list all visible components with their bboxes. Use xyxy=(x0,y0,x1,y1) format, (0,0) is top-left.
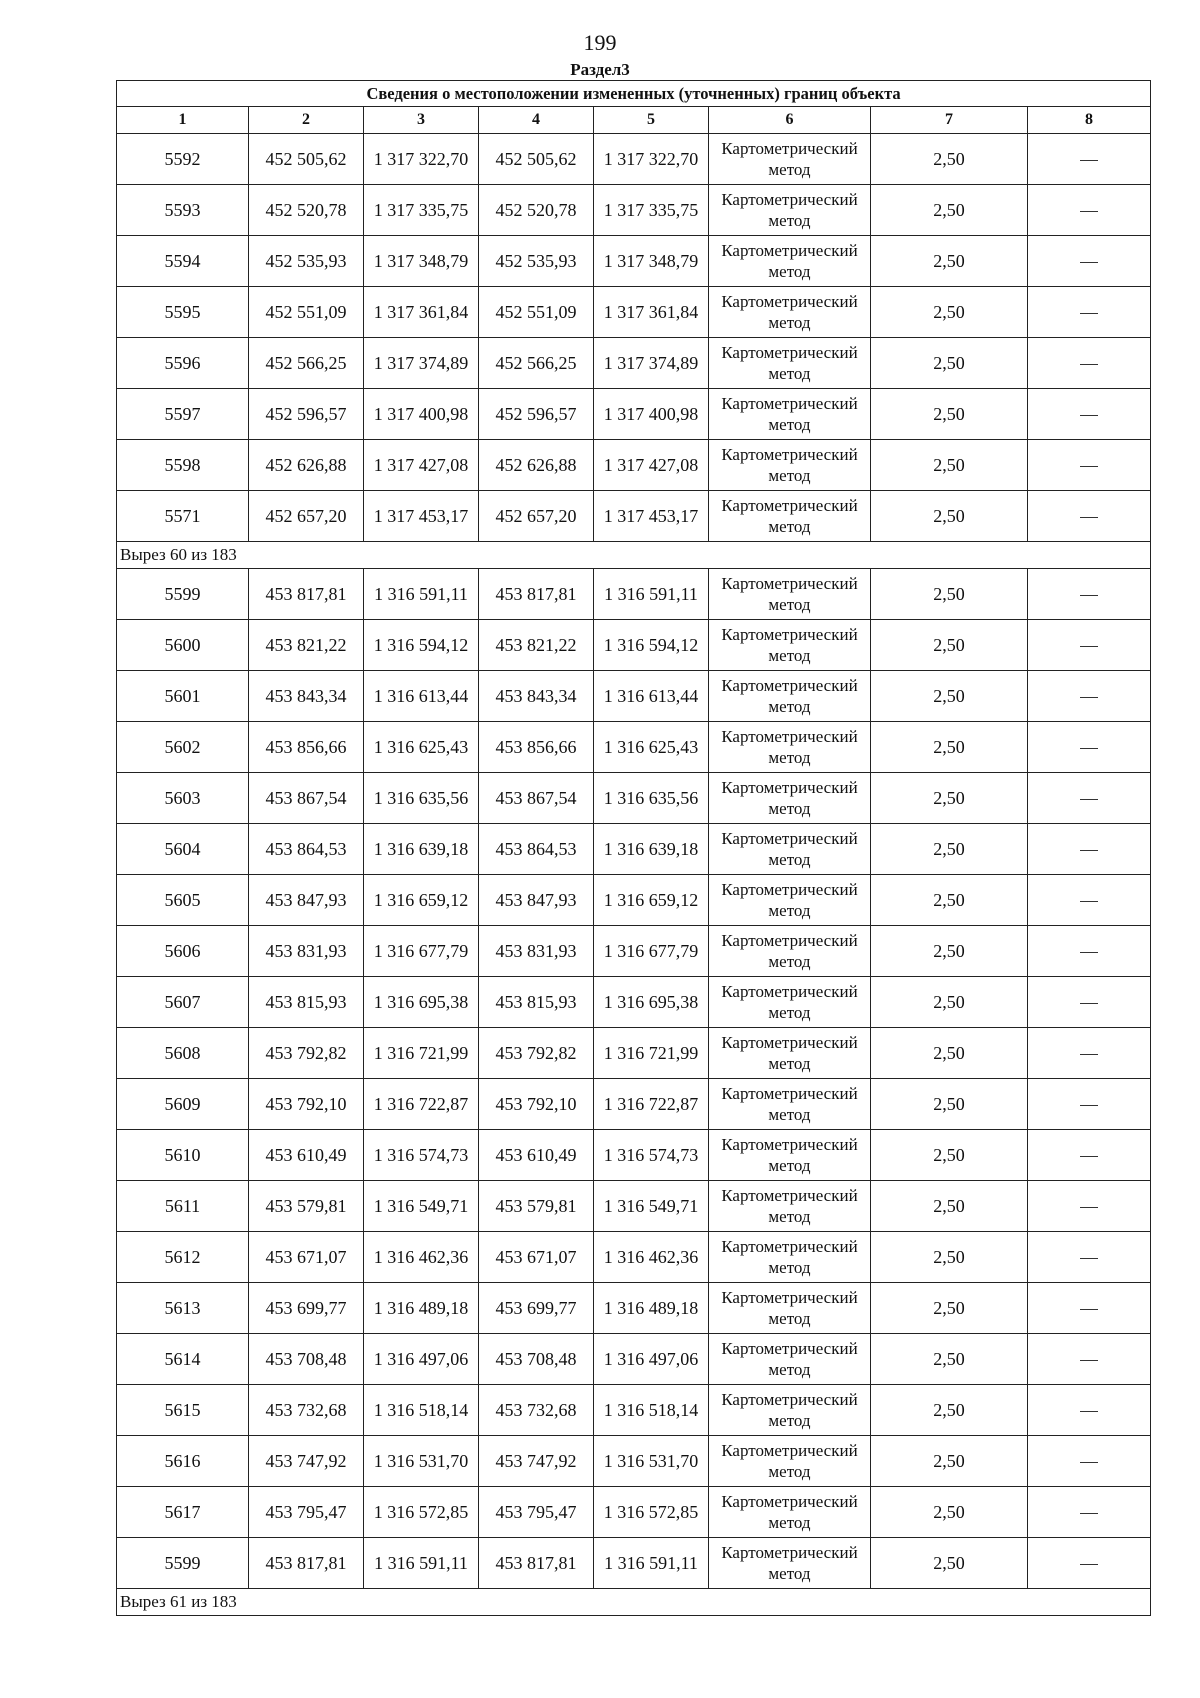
dash-mark xyxy=(1080,1207,1098,1208)
existing-y-cell: 1 316 591,11 xyxy=(364,1538,479,1589)
accuracy-cell: 2,50 xyxy=(871,389,1028,440)
boundary-coordinates-table xyxy=(116,80,1151,1616)
table-row xyxy=(117,287,1151,338)
table-row xyxy=(117,824,1151,875)
method-cell: Картометрический метод xyxy=(709,926,871,977)
dash-mark xyxy=(1080,313,1098,314)
table-row xyxy=(117,1232,1151,1283)
table-row xyxy=(117,1130,1151,1181)
note-dash xyxy=(1028,926,1151,977)
existing-x-cell: 453 867,54 xyxy=(249,773,364,824)
method-cell: Картометрический метод xyxy=(709,1283,871,1334)
refined-x-cell: 453 867,54 xyxy=(479,773,594,824)
existing-y-cell: 1 316 659,12 xyxy=(364,875,479,926)
cutout-label: Вырез 60 из 183 xyxy=(117,542,1151,569)
table-row xyxy=(117,1283,1151,1334)
refined-x-cell: 453 843,34 xyxy=(479,671,594,722)
existing-x-cell: 452 657,20 xyxy=(249,491,364,542)
existing-x-cell: 453 671,07 xyxy=(249,1232,364,1283)
refined-y-cell: 1 316 572,85 xyxy=(594,1487,709,1538)
existing-x-cell: 453 831,93 xyxy=(249,926,364,977)
existing-y-cell: 1 316 639,18 xyxy=(364,824,479,875)
method-cell: Картометрический метод xyxy=(709,824,871,875)
note-dash xyxy=(1028,1538,1151,1589)
column-number: 8 xyxy=(1028,107,1151,134)
table-row xyxy=(117,1079,1151,1130)
refined-y-cell: 1 317 453,17 xyxy=(594,491,709,542)
dash-mark xyxy=(1080,646,1098,647)
table-row xyxy=(117,1181,1151,1232)
existing-x-cell: 452 520,78 xyxy=(249,185,364,236)
refined-x-cell: 452 505,62 xyxy=(479,134,594,185)
existing-x-cell: 453 579,81 xyxy=(249,1181,364,1232)
refined-x-cell: 452 566,25 xyxy=(479,338,594,389)
refined-y-cell: 1 316 722,87 xyxy=(594,1079,709,1130)
dash-mark xyxy=(1080,517,1098,518)
table-body xyxy=(117,134,1151,1616)
column-number-row xyxy=(117,107,1151,134)
method-cell: Картометрический метод xyxy=(709,875,871,926)
refined-y-cell: 1 317 348,79 xyxy=(594,236,709,287)
existing-x-cell: 453 843,34 xyxy=(249,671,364,722)
note-dash xyxy=(1028,1283,1151,1334)
note-dash xyxy=(1028,1130,1151,1181)
method-cell: Картометрический метод xyxy=(709,389,871,440)
column-number: 1 xyxy=(117,107,249,134)
existing-y-cell: 1 316 613,44 xyxy=(364,671,479,722)
method-cell: Картометрический метод xyxy=(709,773,871,824)
point-number-cell: 5597 xyxy=(117,389,249,440)
existing-y-cell: 1 317 453,17 xyxy=(364,491,479,542)
existing-x-cell: 453 747,92 xyxy=(249,1436,364,1487)
existing-x-cell: 453 815,93 xyxy=(249,977,364,1028)
existing-x-cell: 452 596,57 xyxy=(249,389,364,440)
existing-y-cell: 1 317 348,79 xyxy=(364,236,479,287)
refined-x-cell: 453 817,81 xyxy=(479,1538,594,1589)
existing-y-cell: 1 316 497,06 xyxy=(364,1334,479,1385)
existing-x-cell: 452 535,93 xyxy=(249,236,364,287)
existing-x-cell: 452 505,62 xyxy=(249,134,364,185)
existing-y-cell: 1 316 721,99 xyxy=(364,1028,479,1079)
table-row xyxy=(117,491,1151,542)
point-number-cell: 5602 xyxy=(117,722,249,773)
table-row xyxy=(117,1334,1151,1385)
point-number-cell: 5592 xyxy=(117,134,249,185)
point-number-cell: 5613 xyxy=(117,1283,249,1334)
accuracy-cell: 2,50 xyxy=(871,185,1028,236)
accuracy-cell: 2,50 xyxy=(871,338,1028,389)
refined-y-cell: 1 317 335,75 xyxy=(594,185,709,236)
existing-x-cell: 453 847,93 xyxy=(249,875,364,926)
refined-x-cell: 453 821,22 xyxy=(479,620,594,671)
refined-x-cell: 453 708,48 xyxy=(479,1334,594,1385)
method-cell: Картометрический метод xyxy=(709,338,871,389)
accuracy-cell: 2,50 xyxy=(871,620,1028,671)
point-number-cell: 5615 xyxy=(117,1385,249,1436)
accuracy-cell: 2,50 xyxy=(871,671,1028,722)
refined-x-cell: 453 864,53 xyxy=(479,824,594,875)
accuracy-cell: 2,50 xyxy=(871,134,1028,185)
dash-mark xyxy=(1080,211,1098,212)
method-cell: Картометрический метод xyxy=(709,1232,871,1283)
note-dash xyxy=(1028,440,1151,491)
accuracy-cell: 2,50 xyxy=(871,491,1028,542)
dash-mark xyxy=(1080,1003,1098,1004)
refined-x-cell: 453 579,81 xyxy=(479,1181,594,1232)
dash-mark xyxy=(1080,1309,1098,1310)
refined-y-cell: 1 316 594,12 xyxy=(594,620,709,671)
existing-x-cell: 453 817,81 xyxy=(249,1538,364,1589)
refined-y-cell: 1 316 574,73 xyxy=(594,1130,709,1181)
dash-mark xyxy=(1080,160,1098,161)
table-row xyxy=(117,1436,1151,1487)
existing-y-cell: 1 316 695,38 xyxy=(364,977,479,1028)
refined-y-cell: 1 316 549,71 xyxy=(594,1181,709,1232)
dash-mark xyxy=(1080,952,1098,953)
refined-x-cell: 453 699,77 xyxy=(479,1283,594,1334)
table-row xyxy=(117,134,1151,185)
table-row xyxy=(117,236,1151,287)
accuracy-cell: 2,50 xyxy=(871,1232,1028,1283)
method-cell: Картометрический метод xyxy=(709,620,871,671)
refined-x-cell: 453 610,49 xyxy=(479,1130,594,1181)
dash-mark xyxy=(1080,799,1098,800)
method-cell: Картометрический метод xyxy=(709,1487,871,1538)
note-dash xyxy=(1028,236,1151,287)
note-dash xyxy=(1028,824,1151,875)
table-row xyxy=(117,1538,1151,1589)
accuracy-cell: 2,50 xyxy=(871,773,1028,824)
table-row xyxy=(117,977,1151,1028)
method-cell: Картометрический метод xyxy=(709,185,871,236)
refined-x-cell: 453 792,82 xyxy=(479,1028,594,1079)
accuracy-cell: 2,50 xyxy=(871,1436,1028,1487)
point-number-cell: 5604 xyxy=(117,824,249,875)
existing-y-cell: 1 316 591,11 xyxy=(364,569,479,620)
refined-x-cell: 452 535,93 xyxy=(479,236,594,287)
existing-y-cell: 1 316 574,73 xyxy=(364,1130,479,1181)
dash-mark xyxy=(1080,1156,1098,1157)
existing-y-cell: 1 317 335,75 xyxy=(364,185,479,236)
refined-y-cell: 1 316 489,18 xyxy=(594,1283,709,1334)
existing-y-cell: 1 317 427,08 xyxy=(364,440,479,491)
refined-y-cell: 1 316 721,99 xyxy=(594,1028,709,1079)
dash-mark xyxy=(1080,1258,1098,1259)
method-cell: Картометрический метод xyxy=(709,1079,871,1130)
existing-x-cell: 453 708,48 xyxy=(249,1334,364,1385)
table-row xyxy=(117,773,1151,824)
note-dash xyxy=(1028,671,1151,722)
accuracy-cell: 2,50 xyxy=(871,875,1028,926)
note-dash xyxy=(1028,1334,1151,1385)
existing-x-cell: 453 792,10 xyxy=(249,1079,364,1130)
refined-x-cell: 453 831,93 xyxy=(479,926,594,977)
method-cell: Картометрический метод xyxy=(709,569,871,620)
point-number-cell: 5594 xyxy=(117,236,249,287)
dash-mark xyxy=(1080,364,1098,365)
note-dash xyxy=(1028,389,1151,440)
refined-x-cell: 453 847,93 xyxy=(479,875,594,926)
point-number-cell: 5603 xyxy=(117,773,249,824)
point-number-cell: 5612 xyxy=(117,1232,249,1283)
method-cell: Картометрический метод xyxy=(709,1334,871,1385)
note-dash xyxy=(1028,569,1151,620)
point-number-cell: 5599 xyxy=(117,1538,249,1589)
point-number-cell: 5608 xyxy=(117,1028,249,1079)
table-row xyxy=(117,440,1151,491)
accuracy-cell: 2,50 xyxy=(871,287,1028,338)
point-number-cell: 5614 xyxy=(117,1334,249,1385)
refined-y-cell: 1 316 695,38 xyxy=(594,977,709,1028)
method-cell: Картометрический метод xyxy=(709,1538,871,1589)
refined-x-cell: 452 596,57 xyxy=(479,389,594,440)
point-number-cell: 5610 xyxy=(117,1130,249,1181)
accuracy-cell: 2,50 xyxy=(871,236,1028,287)
note-dash xyxy=(1028,773,1151,824)
accuracy-cell: 2,50 xyxy=(871,722,1028,773)
dash-mark xyxy=(1080,1564,1098,1565)
column-number: 6 xyxy=(709,107,871,134)
note-dash xyxy=(1028,620,1151,671)
dash-mark xyxy=(1080,595,1098,596)
note-dash xyxy=(1028,977,1151,1028)
accuracy-cell: 2,50 xyxy=(871,1028,1028,1079)
refined-y-cell: 1 316 635,56 xyxy=(594,773,709,824)
existing-y-cell: 1 316 635,56 xyxy=(364,773,479,824)
method-cell: Картометрический метод xyxy=(709,722,871,773)
point-number-cell: 5609 xyxy=(117,1079,249,1130)
existing-x-cell: 452 566,25 xyxy=(249,338,364,389)
existing-x-cell: 453 792,82 xyxy=(249,1028,364,1079)
method-cell: Картометрический метод xyxy=(709,1181,871,1232)
refined-y-cell: 1 316 591,11 xyxy=(594,1538,709,1589)
existing-x-cell: 452 626,88 xyxy=(249,440,364,491)
point-number-cell: 5593 xyxy=(117,185,249,236)
method-cell: Картометрический метод xyxy=(709,287,871,338)
table-row xyxy=(117,620,1151,671)
existing-y-cell: 1 316 572,85 xyxy=(364,1487,479,1538)
dash-mark xyxy=(1080,1054,1098,1055)
accuracy-cell: 2,50 xyxy=(871,977,1028,1028)
existing-y-cell: 1 317 322,70 xyxy=(364,134,479,185)
note-dash xyxy=(1028,287,1151,338)
point-number-cell: 5607 xyxy=(117,977,249,1028)
column-number: 3 xyxy=(364,107,479,134)
accuracy-cell: 2,50 xyxy=(871,1283,1028,1334)
refined-y-cell: 1 316 497,06 xyxy=(594,1334,709,1385)
note-dash xyxy=(1028,1385,1151,1436)
point-number-cell: 5601 xyxy=(117,671,249,722)
existing-y-cell: 1 316 531,70 xyxy=(364,1436,479,1487)
accuracy-cell: 2,50 xyxy=(871,1181,1028,1232)
existing-y-cell: 1 316 677,79 xyxy=(364,926,479,977)
refined-y-cell: 1 316 531,70 xyxy=(594,1436,709,1487)
refined-x-cell: 452 520,78 xyxy=(479,185,594,236)
refined-x-cell: 452 657,20 xyxy=(479,491,594,542)
existing-x-cell: 453 610,49 xyxy=(249,1130,364,1181)
note-dash xyxy=(1028,1436,1151,1487)
refined-y-cell: 1 317 322,70 xyxy=(594,134,709,185)
point-number-cell: 5600 xyxy=(117,620,249,671)
accuracy-cell: 2,50 xyxy=(871,824,1028,875)
cutout-label-row xyxy=(117,1589,1151,1616)
method-cell: Картометрический метод xyxy=(709,440,871,491)
accuracy-cell: 2,50 xyxy=(871,569,1028,620)
existing-y-cell: 1 316 489,18 xyxy=(364,1283,479,1334)
point-number-cell: 5598 xyxy=(117,440,249,491)
table-row xyxy=(117,926,1151,977)
cutout-label: Вырез 61 из 183 xyxy=(117,1589,1151,1616)
refined-y-cell: 1 317 374,89 xyxy=(594,338,709,389)
note-dash xyxy=(1028,134,1151,185)
table-row xyxy=(117,722,1151,773)
refined-x-cell: 453 732,68 xyxy=(479,1385,594,1436)
refined-x-cell: 452 551,09 xyxy=(479,287,594,338)
accuracy-cell: 2,50 xyxy=(871,1487,1028,1538)
existing-y-cell: 1 317 374,89 xyxy=(364,338,479,389)
existing-x-cell: 453 856,66 xyxy=(249,722,364,773)
table-row xyxy=(117,389,1151,440)
existing-y-cell: 1 317 400,98 xyxy=(364,389,479,440)
method-cell: Картометрический метод xyxy=(709,1028,871,1079)
refined-x-cell: 453 792,10 xyxy=(479,1079,594,1130)
accuracy-cell: 2,50 xyxy=(871,1385,1028,1436)
cutout-label-row xyxy=(117,542,1151,569)
point-number-cell: 5595 xyxy=(117,287,249,338)
refined-x-cell: 453 795,47 xyxy=(479,1487,594,1538)
accuracy-cell: 2,50 xyxy=(871,1079,1028,1130)
dash-mark xyxy=(1080,850,1098,851)
point-number-cell: 5571 xyxy=(117,491,249,542)
note-dash xyxy=(1028,1487,1151,1538)
existing-y-cell: 1 316 625,43 xyxy=(364,722,479,773)
dash-mark xyxy=(1080,1105,1098,1106)
existing-x-cell: 453 699,77 xyxy=(249,1283,364,1334)
refined-x-cell: 453 856,66 xyxy=(479,722,594,773)
column-number: 7 xyxy=(871,107,1028,134)
method-cell: Картометрический метод xyxy=(709,491,871,542)
point-number-cell: 5606 xyxy=(117,926,249,977)
existing-y-cell: 1 316 722,87 xyxy=(364,1079,479,1130)
dash-mark xyxy=(1080,697,1098,698)
existing-x-cell: 452 551,09 xyxy=(249,287,364,338)
existing-y-cell: 1 317 361,84 xyxy=(364,287,479,338)
dash-mark xyxy=(1080,1360,1098,1361)
point-number-cell: 5599 xyxy=(117,569,249,620)
note-dash xyxy=(1028,1028,1151,1079)
column-number: 2 xyxy=(249,107,364,134)
refined-y-cell: 1 317 427,08 xyxy=(594,440,709,491)
dash-mark xyxy=(1080,1411,1098,1412)
method-cell: Картометрический метод xyxy=(709,671,871,722)
method-cell: Картометрический метод xyxy=(709,1436,871,1487)
point-number-cell: 5605 xyxy=(117,875,249,926)
refined-y-cell: 1 316 625,43 xyxy=(594,722,709,773)
column-number: 4 xyxy=(479,107,594,134)
existing-y-cell: 1 316 462,36 xyxy=(364,1232,479,1283)
column-number: 5 xyxy=(594,107,709,134)
existing-x-cell: 453 821,22 xyxy=(249,620,364,671)
refined-y-cell: 1 316 591,11 xyxy=(594,569,709,620)
refined-y-cell: 1 317 361,84 xyxy=(594,287,709,338)
table-row xyxy=(117,875,1151,926)
dash-mark xyxy=(1080,262,1098,263)
note-dash xyxy=(1028,1181,1151,1232)
dash-mark xyxy=(1080,415,1098,416)
refined-y-cell: 1 316 659,12 xyxy=(594,875,709,926)
existing-x-cell: 453 795,47 xyxy=(249,1487,364,1538)
refined-x-cell: 453 671,07 xyxy=(479,1232,594,1283)
existing-x-cell: 453 817,81 xyxy=(249,569,364,620)
dash-mark xyxy=(1080,901,1098,902)
note-dash xyxy=(1028,722,1151,773)
note-dash xyxy=(1028,338,1151,389)
refined-x-cell: 453 817,81 xyxy=(479,569,594,620)
accuracy-cell: 2,50 xyxy=(871,440,1028,491)
section-title: Раздел3 xyxy=(570,60,630,79)
existing-y-cell: 1 316 549,71 xyxy=(364,1181,479,1232)
method-cell: Картометрический метод xyxy=(709,236,871,287)
refined-y-cell: 1 317 400,98 xyxy=(594,389,709,440)
note-dash xyxy=(1028,1079,1151,1130)
dash-mark xyxy=(1080,466,1098,467)
accuracy-cell: 2,50 xyxy=(871,1538,1028,1589)
point-number-cell: 5611 xyxy=(117,1181,249,1232)
note-dash xyxy=(1028,185,1151,236)
accuracy-cell: 2,50 xyxy=(871,1334,1028,1385)
dash-mark xyxy=(1080,748,1098,749)
table-row xyxy=(117,671,1151,722)
existing-y-cell: 1 316 594,12 xyxy=(364,620,479,671)
note-dash xyxy=(1028,1232,1151,1283)
existing-x-cell: 453 864,53 xyxy=(249,824,364,875)
note-dash xyxy=(1028,875,1151,926)
existing-y-cell: 1 316 518,14 xyxy=(364,1385,479,1436)
table-row xyxy=(117,185,1151,236)
page-number: 199 xyxy=(583,30,617,55)
existing-x-cell: 453 732,68 xyxy=(249,1385,364,1436)
table-row xyxy=(117,569,1151,620)
refined-y-cell: 1 316 462,36 xyxy=(594,1232,709,1283)
method-cell: Картометрический метод xyxy=(709,977,871,1028)
dash-mark xyxy=(1080,1462,1098,1463)
accuracy-cell: 2,50 xyxy=(871,1130,1028,1181)
dash-mark xyxy=(1080,1513,1098,1514)
refined-x-cell: 453 815,93 xyxy=(479,977,594,1028)
table-caption: Сведения о местоположении измененных (уточненных) границ объекта xyxy=(117,81,1151,107)
point-number-cell: 5617 xyxy=(117,1487,249,1538)
method-cell: Картометрический метод xyxy=(709,134,871,185)
note-dash xyxy=(1028,491,1151,542)
refined-y-cell: 1 316 518,14 xyxy=(594,1385,709,1436)
table-row xyxy=(117,338,1151,389)
point-number-cell: 5596 xyxy=(117,338,249,389)
table-row xyxy=(117,1487,1151,1538)
table-row xyxy=(117,1385,1151,1436)
accuracy-cell: 2,50 xyxy=(871,926,1028,977)
refined-x-cell: 453 747,92 xyxy=(479,1436,594,1487)
method-cell: Картометрический метод xyxy=(709,1130,871,1181)
refined-y-cell: 1 316 677,79 xyxy=(594,926,709,977)
point-number-cell: 5616 xyxy=(117,1436,249,1487)
refined-y-cell: 1 316 639,18 xyxy=(594,824,709,875)
method-cell: Картометрический метод xyxy=(709,1385,871,1436)
table-row xyxy=(117,1028,1151,1079)
refined-y-cell: 1 316 613,44 xyxy=(594,671,709,722)
refined-x-cell: 452 626,88 xyxy=(479,440,594,491)
